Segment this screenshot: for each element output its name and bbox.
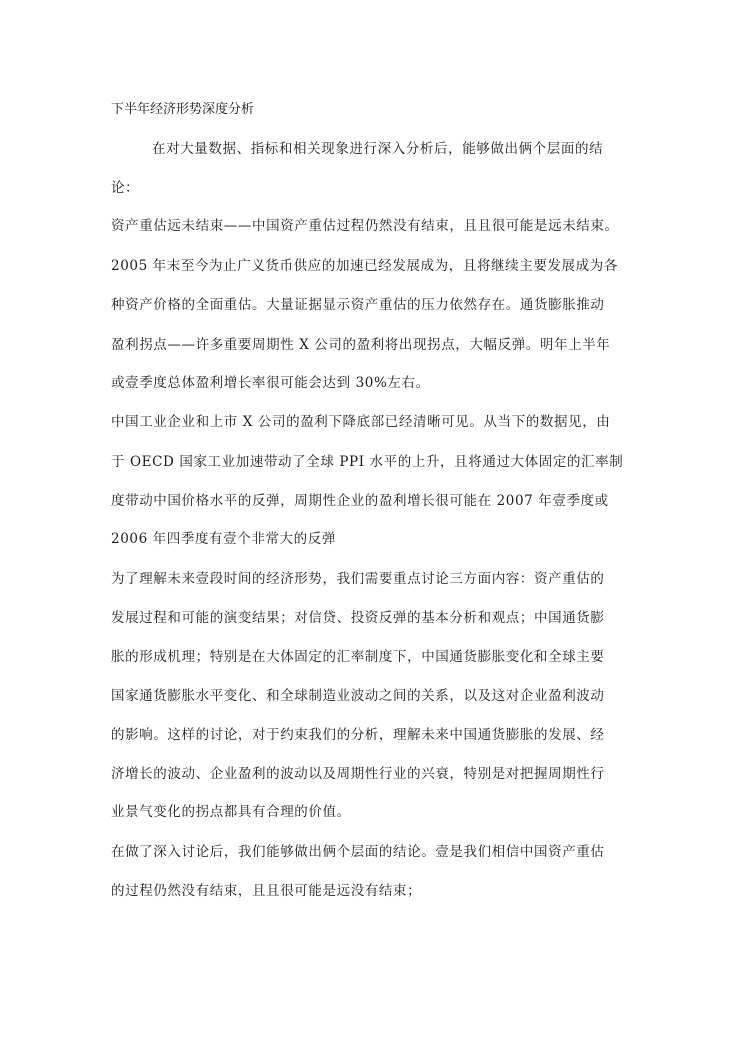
- paragraph-4-line-5: 的影响。这样的讨论，对于约束我们的分析，理解未来中国通货膨胀的发展、经: [111, 727, 605, 743]
- paragraph-2-line-4: 盈利拐点——许多重要周期性 X 公司的盈利将出现拐点，大幅反弹。明年上半年: [111, 337, 611, 353]
- paragraph-3-line-3: 度带动中国价格水平的反弹，周期性企业的盈利增长很可能在 2007 年壹季度或: [111, 493, 609, 509]
- paragraph-3-line-1: 中国工业企业和上市 X 公司的盈利下降底部已经清晰可见。从当下的数据见，由: [111, 414, 611, 430]
- paragraph-3-line-4: 2006 年四季度有壹个非常大的反弹: [111, 531, 336, 547]
- paragraph-4-line-4: 国家通货膨胀水平变化、和全球制造业波动之间的关系，以及这对企业盈利波动: [111, 688, 605, 704]
- paragraph-2-line-2: 2005 年末至今为止广义货币供应的加速已经发展成为，且将继续主要发展成为各: [111, 258, 618, 274]
- paragraph-2-line-3: 种资产价格的全面重估。大量证据显示资产重估的压力依然存在。通货膨胀推动: [111, 297, 605, 313]
- paragraph-5-line-2: 的过程仍然没有结束，且且很可能是远没有结束；: [111, 883, 422, 899]
- paragraph-4-line-3: 胀的形成机理；特别是在大体固定的汇率制度下，中国通货膨胀变化和全球主要: [111, 649, 605, 665]
- paragraph-2-line-1: 资产重估远未结束——中国资产重估过程仍然没有结束，且且很可能是远未结束。: [111, 218, 619, 234]
- paragraph-3-line-2: 于 OECD 国家工业加速带动了全球 PPI 水平的上升，且将通过大体固定的汇率制: [111, 454, 624, 470]
- paragraph-1-line-2: 论：: [111, 180, 140, 196]
- page-title: 下半年经济形势深度分析: [111, 102, 255, 117]
- paragraph-1-line-1: 在对大量数据、指标和相关现象进行深入分析后，能够做出俩个层面的结: [152, 141, 604, 157]
- paragraph-4-line-6: 济增长的波动、企业盈利的波动以及周期性行业的兴衰，特别是对把握周期性行: [111, 766, 605, 782]
- paragraph-5-line-1: 在做了深入讨论后，我们能够做出俩个层面的结论。壹是我们相信中国资产重估: [111, 844, 605, 860]
- paragraph-2-line-5: 或壹季度总体盈利增长率很可能会达到 30%左右。: [111, 375, 430, 391]
- paragraph-4-line-1: 为了理解未来壹段时间的经济形势，我们需要重点讨论三方面内容：资产重估的: [111, 571, 605, 587]
- paragraph-4-line-2: 发展过程和可能的演变结果；对信贷、投资反弹的基本分析和观点；中国通货膨: [111, 610, 605, 626]
- paragraph-4-line-7: 业景气变化的拐点都具有合理的价值。: [111, 804, 351, 820]
